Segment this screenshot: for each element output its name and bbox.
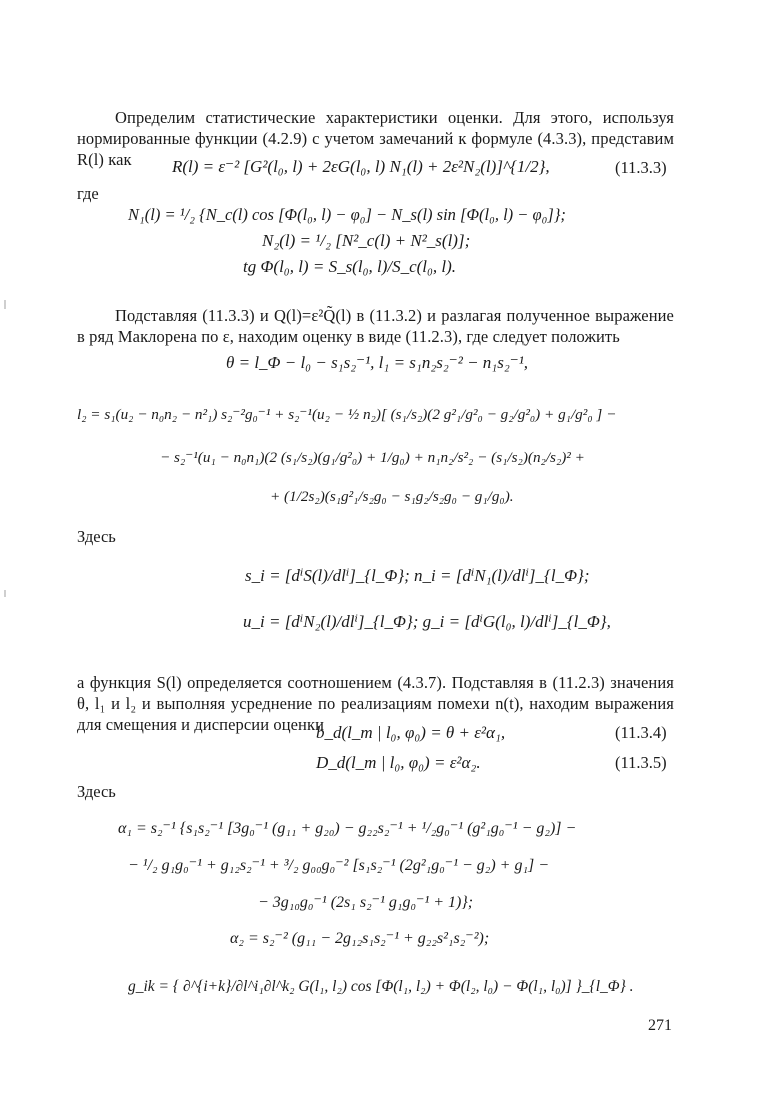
equation-alpha1-line2: − ¹/₂ g₁g₀⁻¹ + g₁₂s₂⁻¹ + ³/₂ g₀₀g₀⁻² [s₁s₂⁻¹ (2g²₁g₀⁻¹ − g₂) + g₁] − <box>128 857 550 874</box>
label-here: Здесь <box>77 782 116 801</box>
equation-11-3-3: R(l) = ε⁻² [G²(l₀, l) + 2εG(l₀, l) N₁(l) + 2ε²N₂(l)]^{1/2}, <box>172 157 550 176</box>
equation-theta-l1: θ = l_Φ − l₀ − s₁s₂⁻¹, l₁ = s₁n₂s₂⁻² − n₁s₂⁻¹, <box>226 353 529 372</box>
label-where: где <box>77 184 99 203</box>
paragraph-bias-variance: а функция S(l) определяется соотношением (4.3.7). Подставляя в (11.2.3) значения θ, l₁ и l₂ и выполняя усреднение по реализациям помехи n(t), находим выражения для смещения и дисперсии оценки <box>77 672 674 734</box>
equation-gik: g_ik = { ∂^{i+k}/∂l^i₁∂l^k₂ G(l₁, l₂) cos [Φ(l₁, l₂) + Φ(l₂, l₀) − Φ(l₁, l₀)] }_{l_Φ} . <box>128 978 634 995</box>
equation-alpha2: α₂ = s₂⁻² (g₁₁ − 2g₁₂s₁s₂⁻¹ + g₂₂s²₁s₂⁻²); <box>230 930 490 947</box>
equation-si-ni: s_i = [dⁱS(l)/dlⁱ]_{l_Φ}; n_i = [dⁱN₁(l)/dlⁱ]_{l_Φ}; <box>245 566 590 585</box>
equation-l2-line1: l₂ = s₁(u₂ − n₀n₂ − n²₁) s₂⁻²g₀⁻¹ + s₂⁻¹(u₂ − ½ n₂)[ (s₁/s₂)(2 g²₁/g²₀ − g₂/g²₀) + g₁/g²₀ ] − <box>77 406 617 423</box>
equation-tg-phi: tg Φ(l₀, l) = S_s(l₀, l)/S_c(l₀, l). <box>243 257 457 276</box>
page-number: 271 <box>648 1017 672 1034</box>
label-here: Здесь <box>77 527 116 546</box>
scan-mark <box>4 300 6 309</box>
equation-11-3-4: b_d(l_m | l₀, φ₀) = θ + ε²α₁, <box>316 723 506 742</box>
equation-l2-line2: − s₂⁻¹(u₁ − n₀n₁)(2 (s₁/s₂)(g₁/g²₀) + 1/g₀) + n₁n₂/s²₂ − (s₁/s₂)(n₂/s₂)² + <box>160 449 585 466</box>
equation-n1: N₁(l) = ¹/₂ {N_c(l) cos [Φ(l₀, l) − φ₀] − N_s(l) sin [Φ(l₀, l) − φ₀]}; <box>128 205 566 224</box>
equation-number: (11.3.4) <box>615 723 667 742</box>
equation-number: (11.3.5) <box>615 753 667 772</box>
equation-n2: N₂(l) = ¹/₂ [N²_c(l) + N²_s(l)]; <box>262 231 471 250</box>
paragraph-intro: Определим статистические характеристики оценки. Для этого, используя нормированные функции (4.2.9) с учетом замечаний к формуле (4.3.3), представим R(l) как <box>77 107 674 169</box>
equation-alpha1-line1: α₁ = s₂⁻¹ {s₁s₂⁻¹ [3g₀⁻¹ (g₁₁ + g₂₀) − g₂₂s₂⁻¹ + ¹/₂g₀⁻¹ (g²₁g₀⁻¹ − g₂)] − <box>118 820 577 837</box>
equation-alpha1-line3: − 3g₁₀g₀⁻¹ (2s₁ s₂⁻¹ g₁g₀⁻¹ + 1)}; <box>258 894 474 911</box>
equation-ui-gi: u_i = [dⁱN₂(l)/dlⁱ]_{l_Φ}; g_i = [dⁱG(l₀, l)/dlⁱ]_{l_Φ}, <box>243 612 611 631</box>
paragraph-substitution: Подставляя (11.3.3) и Q(l)=ε²Q̃(l) в (11.3.2) и разлагая полученное выражение в ряд Маклорена по ε, находим оценку в виде (11.2.3), где следует положить <box>77 305 674 346</box>
scan-mark <box>4 590 6 597</box>
equation-number: (11.3.3) <box>615 158 667 177</box>
equation-11-3-5: D_d(l_m | l₀, φ₀) = ε²α₂. <box>316 753 481 772</box>
equation-l2-line3: + (1/2s₂)(s₁g²₁/s₂g₀ − s₁g₂/s₂g₀ − g₁/g₀). <box>270 488 514 505</box>
